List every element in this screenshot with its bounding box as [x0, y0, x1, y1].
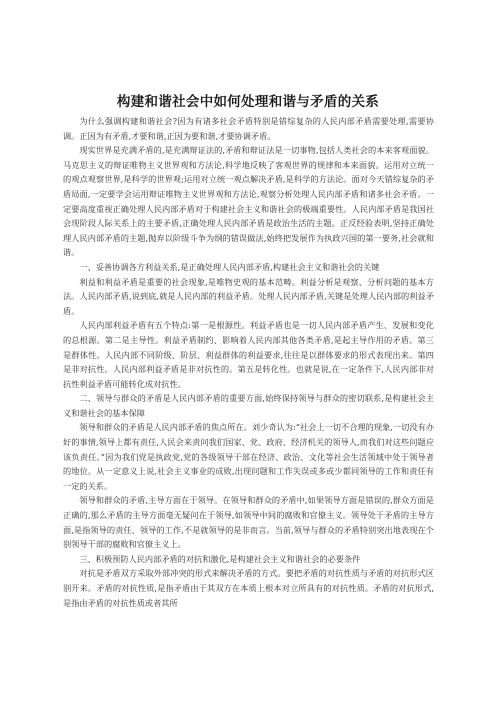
paragraph: 现实世界是充满矛盾的,是充满辩证法的,矛盾和辩证法是一切事物,包括人类社会的本来客观面貌。马克思主义的辩证唯物主义世界观和方法论,科学地反映了客观世界的规律和本来面貌。运用对立统一的观点观察世界,是科学的世界观;运用对立统一观点解决矛盾,是科学的方法论。面对今天错综复杂的矛盾局面,一定要学会运用辩证唯物主义世界观和方法论,观察分析处理人民内部矛盾和诸多社会矛盾。一定要高度重视正确处理人民内部矛盾对于构建社会主义和谐社会的极端重要性。人民内部矛盾是我国社会现阶段人际关系上的主要矛盾,正确处理人民内部矛盾是政治生活的主题。正反经验表明,坚持正确处理人民内部矛盾的主题,抛弃以阶级斗争为纲的错误做法,始终把发展作为执政兴国的第一要务,社会就和谐。 [63, 145, 434, 258]
paragraph: 领导和群众的矛盾,主导方面在于领导。在领导和群众的矛盾中,如果领导方面是错误的,群众方面是正确的,那么矛盾的主导方面毫无疑问在于领导,如领导中间的腐败和官僚主义。领导处于矛盾的主导方面,是指领导的责任、领导的工作,不是就领导的是非而言。当前,领导与群众的矛盾特别突出地表现在个别领导干部的腐败和官僚主义上。 [63, 495, 434, 550]
section-heading: 一、妥善协调各方利益关系,是正确处理人民内部矛盾,构建社会主义和谐社会的关键 [79, 261, 380, 272]
paragraph: 对抗是矛盾双方采取外部冲突的形式来解决矛盾的方式。要把矛盾的对抗性质与矛盾的对抗形式区别开来。矛盾的对抗性质,是指矛盾由于其双方在本质上根本对立所具有的对抗性质。矛盾的对抗形式,是指由矛盾的对抗性质或者其所 [63, 568, 434, 608]
section-heading: 三、积极预防人民内部矛盾的对抗和激化,是构建社会主义和谐社会的必要条件 [79, 553, 361, 564]
paragraph: 利益和利益矛盾是重要的社会现象,是唯物史观的基本范畴。利益分析是观察、分析问题的基本方法。人民内部矛盾,说到底,就是人民内部的利益矛盾。处理人民内部矛盾,关键是处理人民内部的利益矛盾。 [63, 276, 434, 316]
document-body [63, 114, 434, 610]
section-heading: 二、领导与群众的矛盾是人民内部矛盾的重要方面,始终保持领导与群众的密切联系,是构建社会主义和谐社会的基本保障 [63, 393, 434, 418]
paragraph: 人民内部利益矛盾有五个特点:第一是根源性。利益矛盾也是一切人民内部矛盾产生、发展和变化的总根源。第二是主导性。利益矛盾制约、影响着人民内部其他各类矛盾,是起主导作用的矛盾。第三是群体性。人民内部不同阶级、阶层、利益群体的利益要求,往往是以群体要求的形式表现出来。第四是非对抗性。人民内部利益矛盾是非对抗性的。第五是转化性。也就是说,在一定条件下,人民内部非对抗性利益矛盾可能转化成对抗性。 [63, 320, 434, 389]
paragraph: 为什么强调构建和谐社会?因为有诸多社会矛盾特别是错综复杂的人民内部矛盾需要处理,需要协调。正因为有矛盾,才要和谐,正因为要和谐,才要协调矛盾。 [63, 116, 434, 141]
paragraph: 领导和群众的矛盾是人民内部矛盾的焦点所在。刘少奇认为:“社会上一切不合理的现象,一切没有办好的事情,领导上都有责任,人民会来责问我们国家、党、政府、经济机关的领导人,而我们对这些问题应该负责任。”因为我们党是执政党,党的各级领导干部在经济、政治、文化等社会生活领域中处于领导者的地位。从一定意义上说,社会主义事业的成败,出现问题和工作失误或多或少都同领导的工作和责任有一定的关系。 [63, 422, 434, 491]
page-title: 构建和谐社会中如何处理和谐与矛盾的关系 [116, 94, 380, 110]
